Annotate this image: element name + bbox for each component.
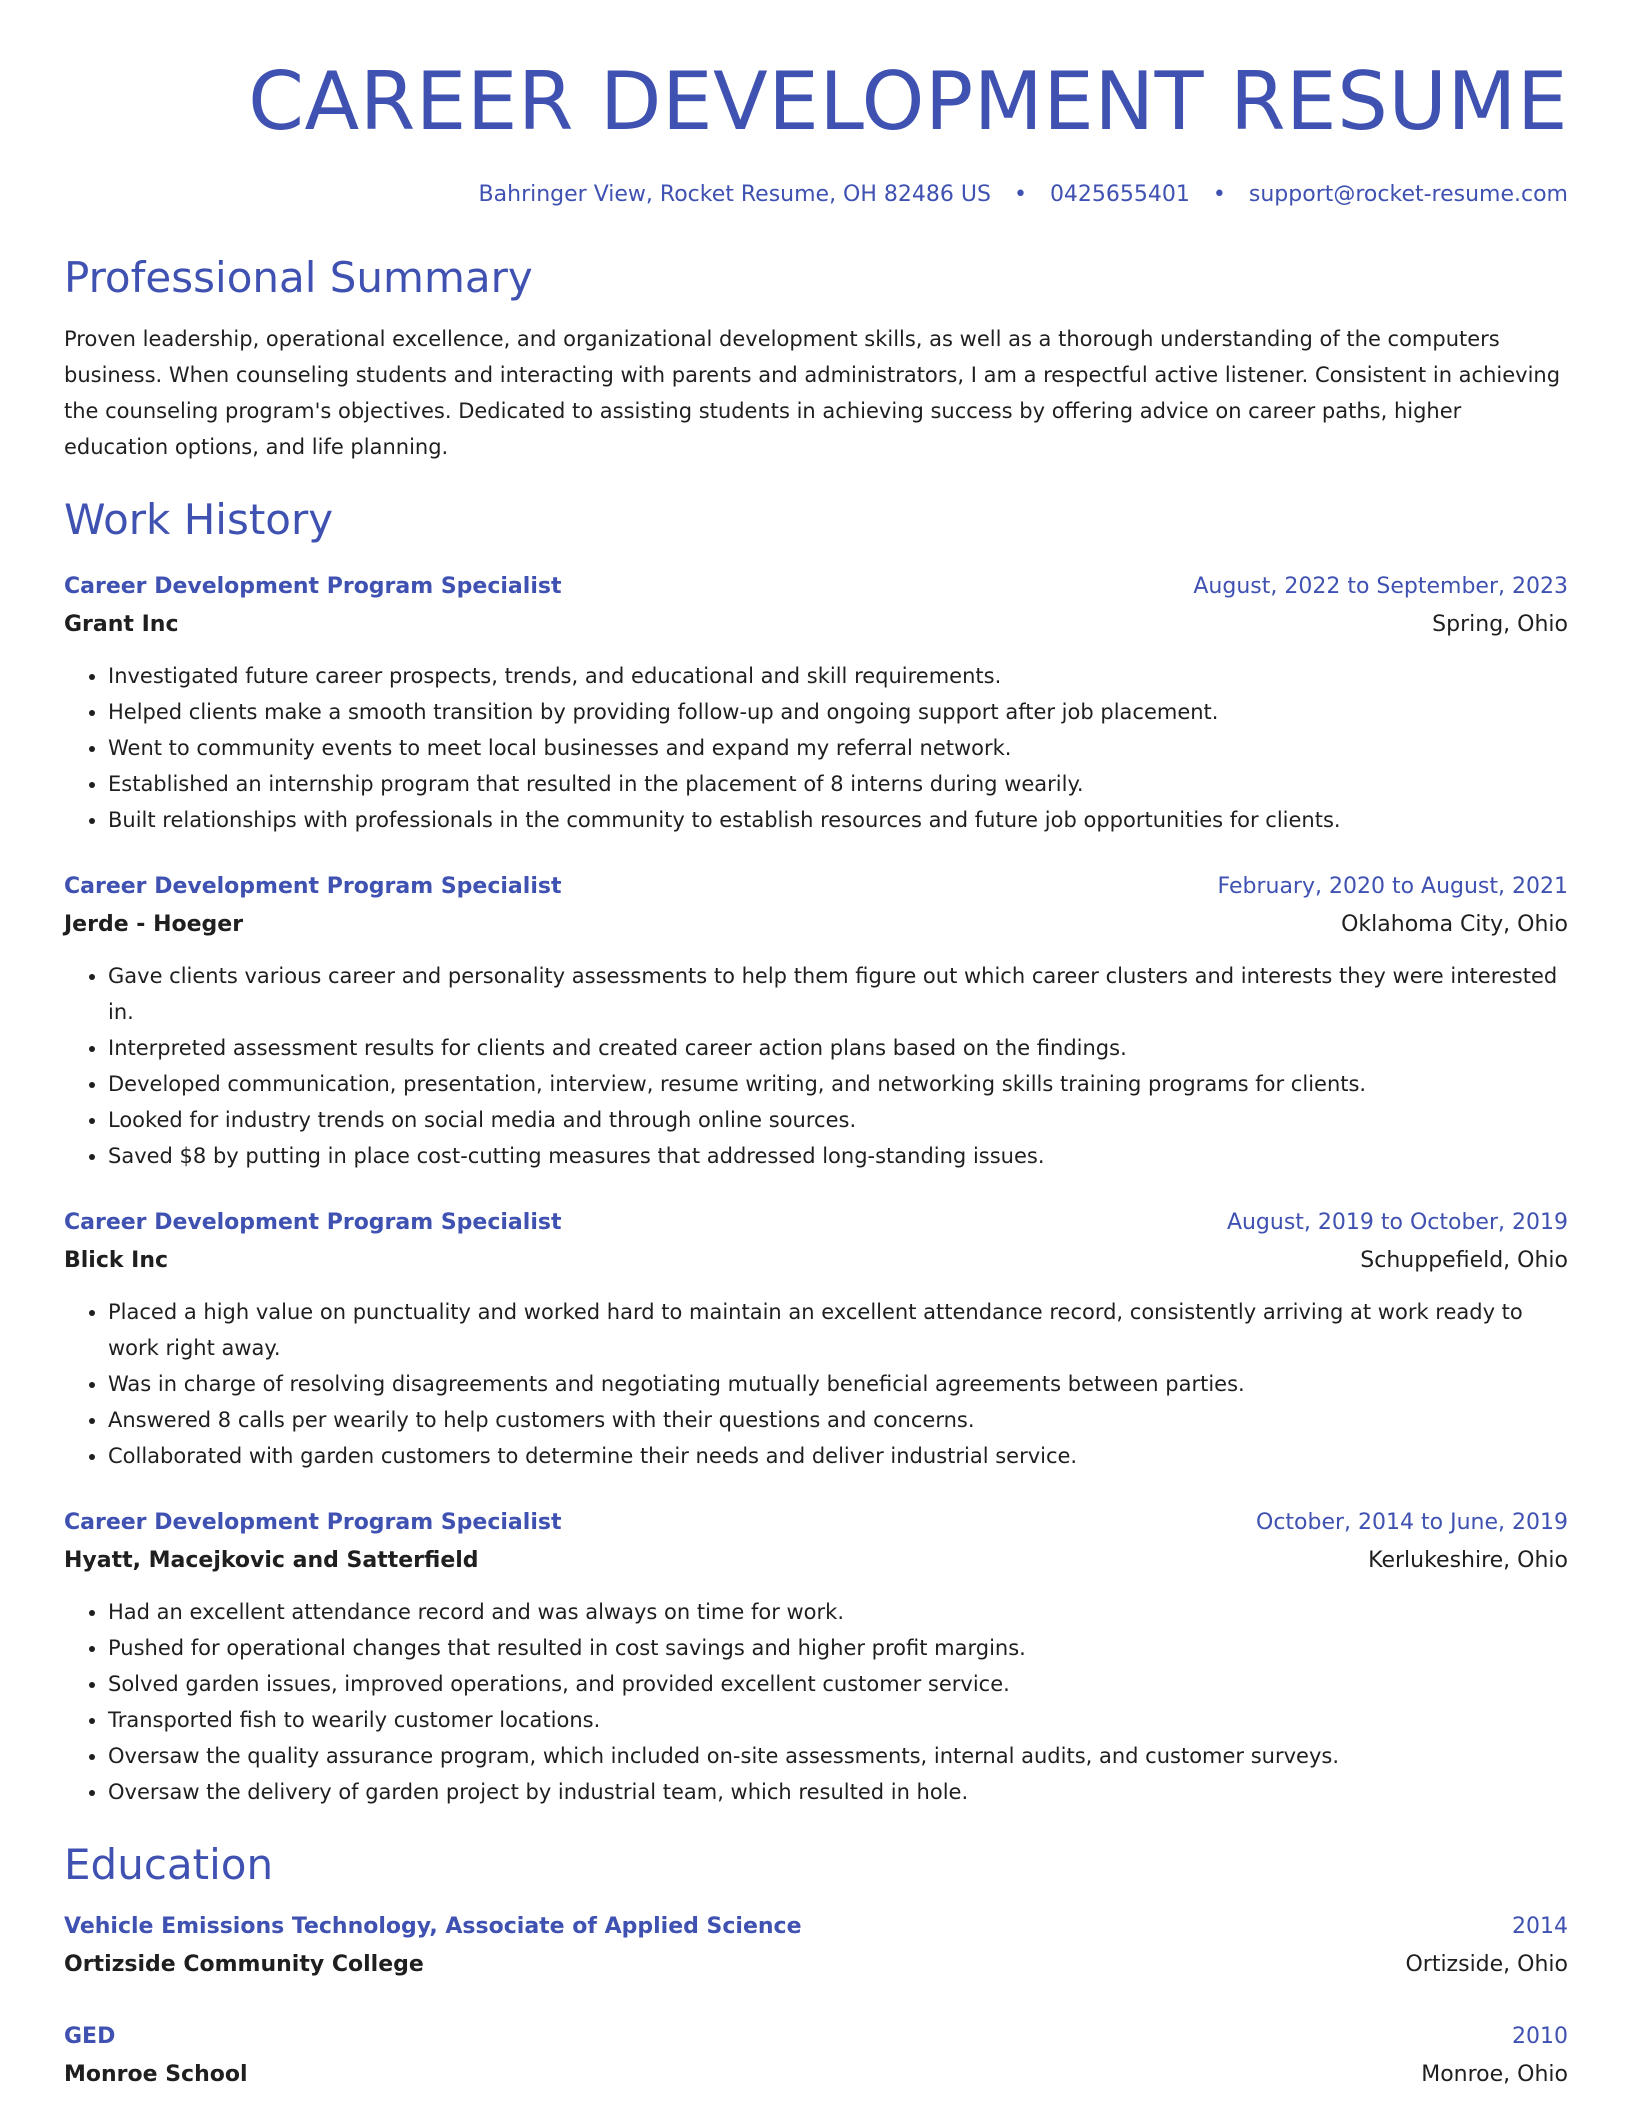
contact-separator: • [1212,182,1226,207]
education-degree: GED [64,2024,116,2050]
job-bullet: • Oversaw the quality assurance program, which included on-site assessments, internal audits, and customer surveys. [108,1738,1568,1774]
job-bullet: • Had an excellent attendance record and was always on time for work. [108,1594,1568,1630]
job-bullet: • Developed communication, presentation, interview, resume writing, and networking skills training programs for clients. [108,1066,1568,1102]
job-role: Career Development Program Specialist [64,1209,562,1235]
education-location: Monroe, Ohio [1421,2062,1568,2088]
job-header [64,568,1568,606]
job-subheader [64,1542,1568,1580]
education-degree: Vehicle Emissions Technology, Associate of Applied Science [64,1914,802,1940]
education-heading: Education [64,1839,274,1889]
job-dates: August, 2019 to October, 2019 [1226,1209,1568,1235]
job-entry [64,868,1568,1174]
job-role: Career Development Program Specialist [64,1509,562,1535]
job-bullet: • Was in charge of resolving disagreements and negotiating mutually beneficial agreements between parties. [108,1366,1568,1402]
job-subheader [64,1242,1568,1280]
job-entry [64,568,1568,838]
job-bullet: • Established an internship program that resulted in the placement of 8 interns during wearily. [108,766,1568,802]
contact-separator: • [1013,182,1027,207]
job-header [64,868,1568,906]
job-company: Jerde - Hoeger [64,911,244,937]
job-bullets [64,1594,1568,1810]
job-bullets [64,658,1568,838]
job-bullet: • Built relationships with professionals in the community to establish resources and future job opportunities for clients. [108,802,1568,838]
contact-line [64,182,1568,207]
education-location: Ortizside, Ohio [1405,1952,1568,1978]
education-header [64,2018,1568,2056]
job-bullet: • Solved garden issues, improved operations, and provided excellent customer service. [108,1666,1568,1702]
education-subheader [64,1946,1568,1984]
job-bullet: • Gave clients various career and personality assessments to help them figure out which career clusters and interests they were interested in. [108,958,1568,1030]
job-company: Grant Inc [64,611,179,637]
education-entry [64,1908,1568,1984]
job-bullet: • Placed a high value on punctuality and worked hard to maintain an excellent attendance record, consistently arriving at work ready to work right away. [108,1294,1568,1366]
job-dates: October, 2014 to June, 2019 [1256,1509,1568,1535]
summary-heading: Professional Summary [64,253,533,302]
job-bullet: • Interpreted assessment results for clients and created career action plans based on the findings. [108,1030,1568,1066]
education-entry [64,2018,1568,2094]
job-role: Career Development Program Specialist [64,573,562,599]
job-subheader [64,606,1568,644]
job-dates: August, 2022 to September, 2023 [1193,573,1568,599]
job-bullet: • Oversaw the delivery of garden project by industrial team, which resulted in hole. [108,1774,1568,1810]
education-year: 2010 [1512,2024,1568,2050]
job-header [64,1204,1568,1242]
education-header [64,1908,1568,1946]
job-dates: February, 2020 to August, 2021 [1217,873,1568,899]
job-bullet: • Went to community events to meet local businesses and expand my referral network. [108,730,1568,766]
job-location: Schuppefield, Ohio [1360,1247,1568,1273]
job-entry [64,1204,1568,1474]
job-bullet: • Answered 8 calls per wearily to help customers with their questions and concerns. [108,1402,1568,1438]
job-role: Career Development Program Specialist [64,873,562,899]
job-bullet: • Saved $8 by putting in place cost-cutting measures that addressed long-standing issues. [108,1138,1568,1174]
contact-phone[interactable]: 0425655401 [1049,182,1190,207]
job-company: Blick Inc [64,1247,169,1273]
job-header [64,1504,1568,1542]
job-location: Spring, Ohio [1432,611,1568,637]
job-company: Hyatt, Macejkovic and Satterfield [64,1547,479,1573]
job-bullet: • Investigated future career prospects, trends, and educational and skill requirements. [108,658,1568,694]
job-entry [64,1504,1568,1810]
contact-address: Bahringer View, Rocket Resume, OH 82486 US [478,182,991,207]
resume-title: CAREER DEVELOPMENT RESUME [248,55,1568,148]
job-location: Kerlukeshire, Ohio [1368,1547,1568,1573]
job-bullets [64,958,1568,1174]
work-history-heading: Work History [64,495,334,545]
job-bullet: • Pushed for operational changes that resulted in cost savings and higher profit margins. [108,1630,1568,1666]
job-bullet: • Transported fish to wearily customer locations. [108,1702,1568,1738]
job-bullet: • Collaborated with garden customers to determine their needs and deliver industrial service. [108,1438,1568,1474]
summary-text: Proven leadership, operational excellence, and organizational development skills, as well as a thorough understanding of the computers business. When counseling students and interacting with parents and administrators, I am a respectful active listener. Consistent in achieving the counseling program's objectives. Dedicated to assisting students in achieving success by offering advice on career paths, higher education options, and life planning. [64,327,1561,460]
education-year: 2014 [1512,1914,1568,1940]
job-subheader [64,906,1568,944]
education-school: Monroe School [64,2062,248,2088]
job-bullet: • Helped clients make a smooth transition by providing follow-up and ongoing support after job placement. [108,694,1568,730]
resume-page [64,0,1568,2094]
job-bullets [64,1294,1568,1474]
education-subheader [64,2056,1568,2094]
job-location: Oklahoma City, Ohio [1341,911,1568,937]
contact-email[interactable]: support@rocket-resume.com [1248,182,1568,207]
education-school: Ortizside Community College [64,1952,424,1978]
job-bullet: • Looked for industry trends on social media and through online sources. [108,1102,1568,1138]
